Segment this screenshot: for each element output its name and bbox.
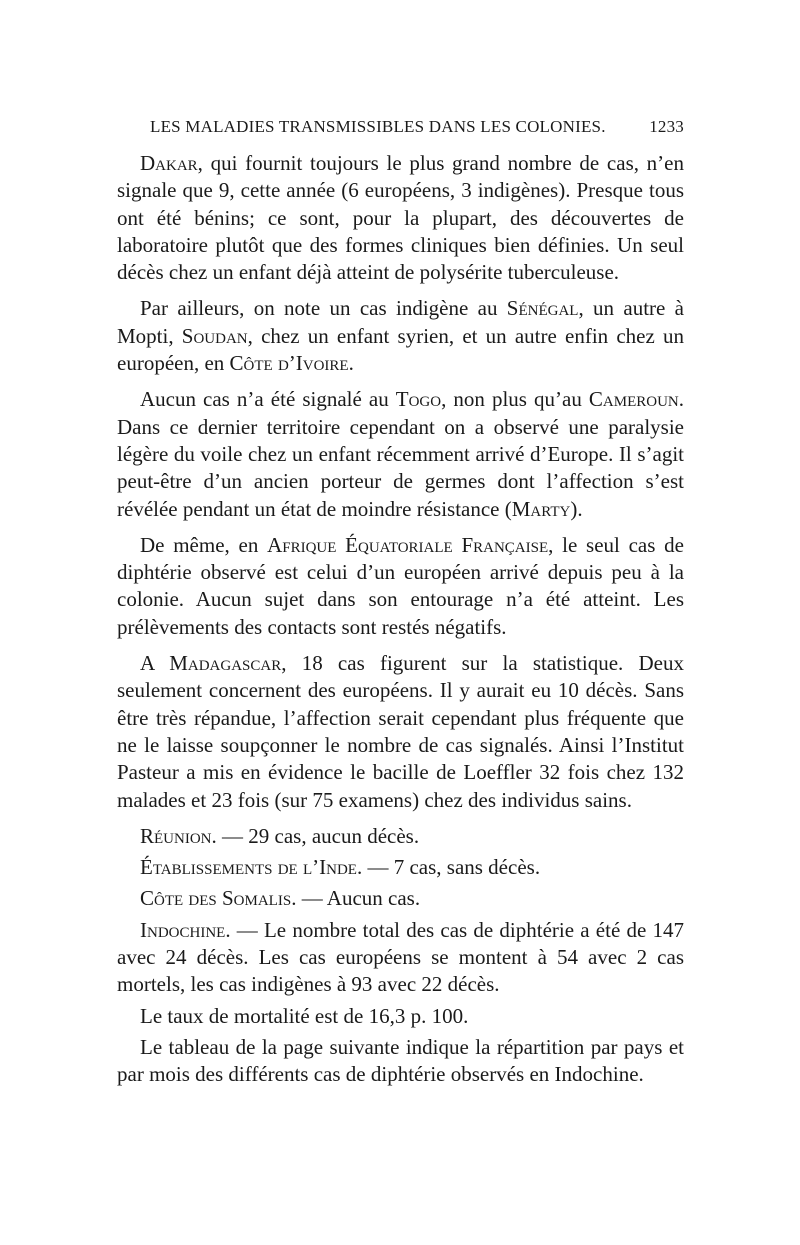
text-run: . — 7 cas, sans décès. xyxy=(356,855,541,880)
text-run: . Dans ce dernier territoire cependant on a observé une paralysie légère du voile chez un enfant récemment arrivé d’Europe. Il s’agit peut-être d’un ancien porteur de germes dont l’affection s’est révélée pendant un état de moindre résistance ( xyxy=(117,387,684,521)
running-header xyxy=(150,117,684,137)
place-name: Sénégal xyxy=(506,296,579,321)
paragraph-togo-cameroun xyxy=(117,386,684,522)
paragraph-dakar xyxy=(117,150,684,286)
text-run: Le taux de mortalité est de 16,3 p. 100. xyxy=(140,1003,469,1028)
text-run: Le tableau de la page suivante indique la répartition par pays et par mois des différents cas de diphtérie observés en Indochine. xyxy=(117,1034,684,1087)
paragraph-mortality xyxy=(117,1003,684,1030)
text-run: , non plus qu’au xyxy=(441,387,589,412)
text-run: , le seul cas de diphtérie observé est celui d’un européen arrivé depuis peu à la colonie. Aucun sujet dans son entourage n’a été atteint. Les prélèvements des contacts sont restés négatifs. xyxy=(117,532,684,639)
place-name: Indochine xyxy=(140,917,226,942)
place-name: Afrique Équatoriale Française xyxy=(267,532,549,557)
author-name: Marty xyxy=(511,496,571,521)
place-name: Madagascar xyxy=(169,651,282,676)
text-run: ). xyxy=(570,496,583,521)
paragraph-somalis xyxy=(117,885,684,912)
text-run: Par ailleurs, on note un cas indigène au xyxy=(140,296,507,321)
place-name: Côte des Somalis xyxy=(140,886,292,911)
text-run: Aucun cas n’a été signalé au xyxy=(140,387,396,412)
text-run: , chez un enfant syrien, et un autre enfin chez un européen, en xyxy=(117,323,684,376)
text-run: , qui fournit toujours le plus grand nombre de cas, n’en signale que 9, cette année (6 européens, 3 indigènes). Presque tous ont été bénins; ce sont, pour la plupart, des découvertes de laboratoire plutôt que des formes cliniques bien définies. Un seul décès chez un enfant déjà atteint de polysérite tuberculeuse. xyxy=(117,151,684,285)
place-name: Réunion xyxy=(140,823,212,848)
page-number: 1233 xyxy=(649,117,684,136)
paragraph-senegal xyxy=(117,295,684,377)
paragraph-indochine xyxy=(117,917,684,999)
place-name: Soudan xyxy=(181,323,248,348)
place-name: Togo xyxy=(395,387,442,412)
place-name: Établissements de l’Inde xyxy=(140,855,357,880)
place-name: Dakar xyxy=(140,151,198,175)
paragraph-madagascar xyxy=(117,650,684,814)
text-run: , un autre à Mopti, xyxy=(117,296,684,348)
text-run: A xyxy=(140,651,170,676)
place-name: Cameroun xyxy=(588,387,679,412)
running-title: LES MALADIES TRANSMISSIBLES DANS LES COLONIES. xyxy=(150,117,606,136)
text-run: . xyxy=(348,351,354,376)
text-run: . — Aucun cas. xyxy=(291,886,421,911)
body-text xyxy=(117,150,684,1098)
paragraph-reunion xyxy=(117,823,684,850)
paragraph-table-reference xyxy=(117,1034,684,1089)
place-name: Côte d’Ivoire xyxy=(229,351,349,376)
text-run: De même, en xyxy=(140,532,268,557)
text-run: , 18 cas figurent sur la statistique. Deux seulement concernent des européens. Il y aurait eu 10 décès. Sans être très répandue, l’affection serait cependant plus fréquente que ne le laisse soupçonner le nombre de cas signalés. Ainsi l’Institut Pasteur a mis en évidence le bacille de Loeffler 32 fois chez 132 malades et 23 fois (sur 75 examens) chez des individus sains. xyxy=(117,651,684,812)
text-run: . — Le nombre total des cas de diphtérie a été de 147 avec 24 décès. Les cas européens se montent à 54 avec 2 cas mortels, les cas indigènes à 93 avec 22 décès. xyxy=(117,917,684,997)
paragraph-inde xyxy=(117,854,684,881)
paragraph-aef xyxy=(117,532,684,641)
text-run: . — 29 cas, aucun décès. xyxy=(211,823,420,848)
